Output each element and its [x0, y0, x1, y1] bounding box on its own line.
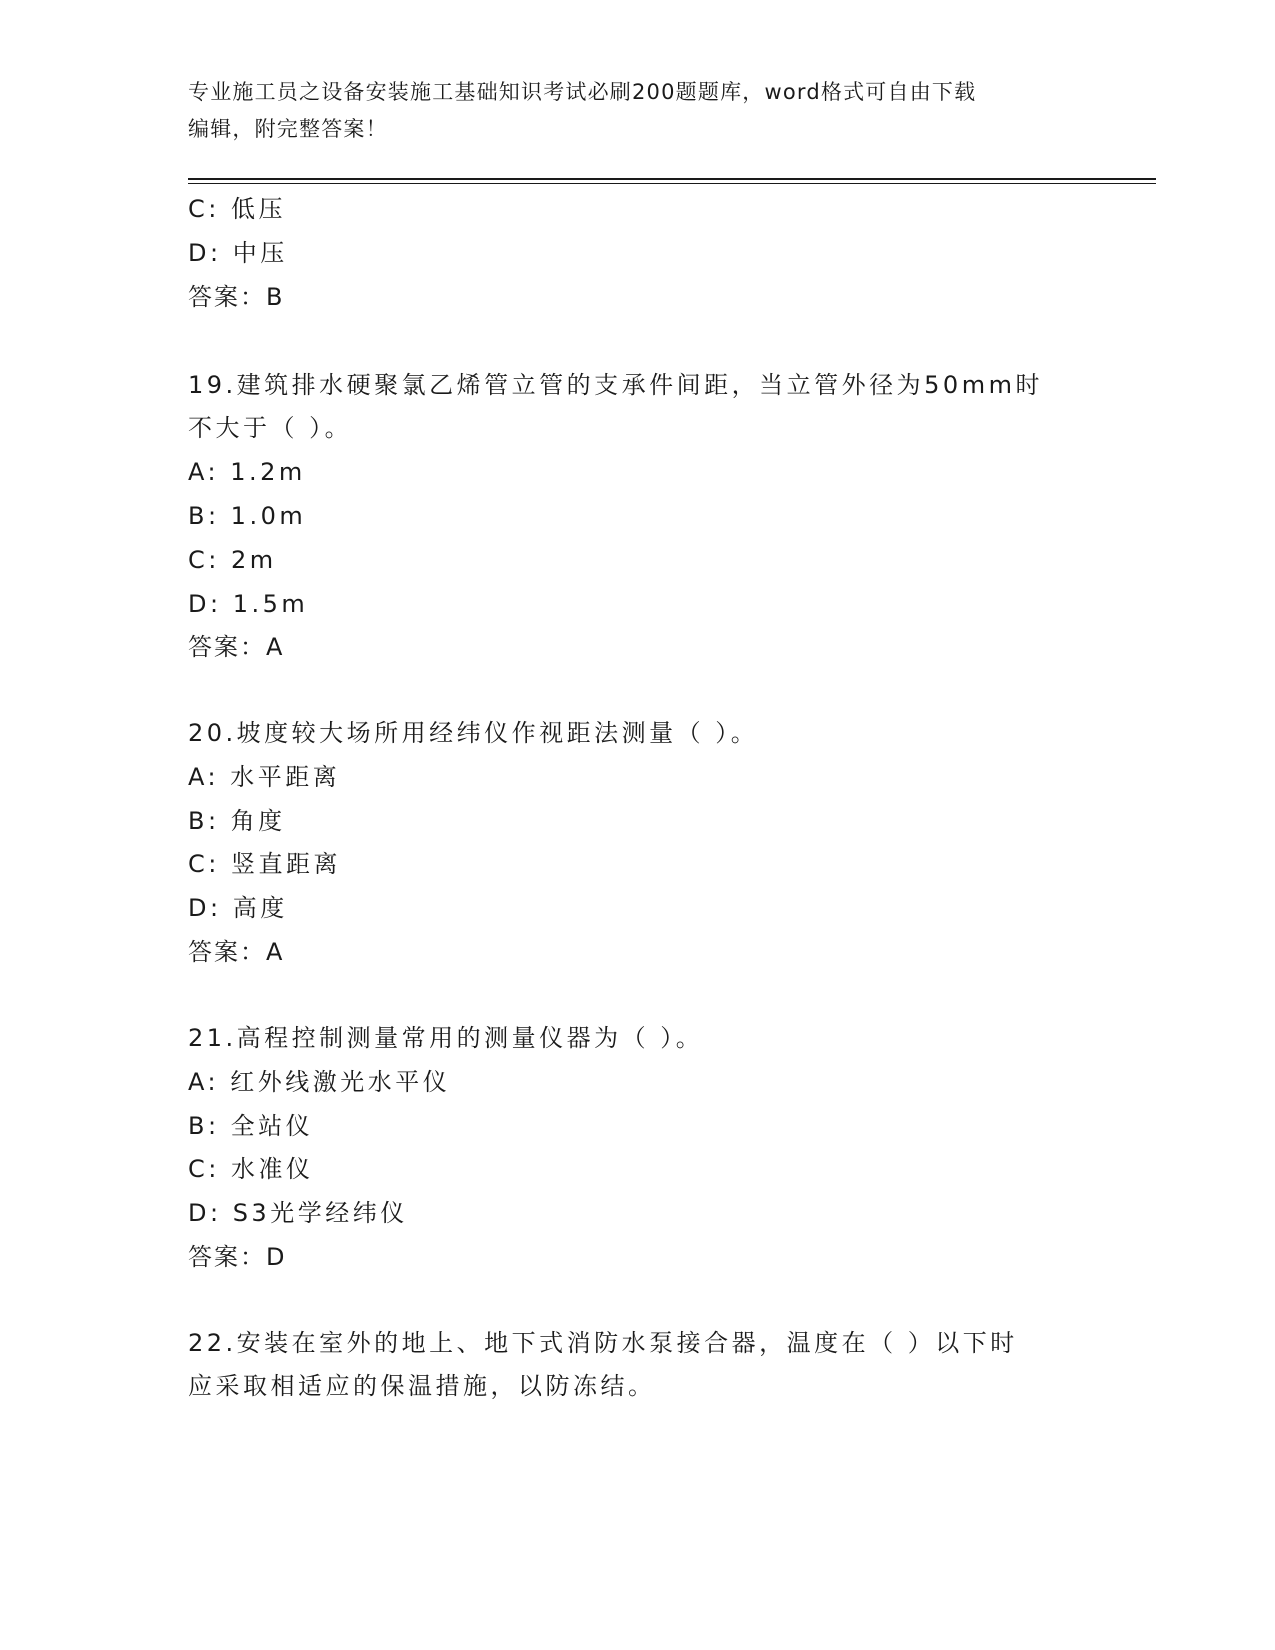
q20-answer: 答案：A [188, 938, 285, 966]
document-header [188, 74, 1088, 148]
q21-option-a: A: 红外线激光水平仪 [188, 1068, 451, 1096]
q21-answer: 答案：D [188, 1243, 287, 1271]
prev-option-d: D: 中压 [188, 239, 288, 267]
header-divider-thick [188, 178, 1156, 180]
prev-option-c: C: 低压 [188, 195, 286, 223]
q22-stem-line-1: 22.安装在室外的地上、地下式消防水泵接合器，温度在（ ）以下时 [188, 1329, 1018, 1357]
header-divider-thin [188, 183, 1156, 184]
q21-option-b: B: 全站仪 [188, 1112, 314, 1140]
prev-answer: 答案：B [188, 283, 285, 311]
q22-stem-line-2: 应采取相适应的保温措施，以防冻结。 [188, 1372, 656, 1400]
q19-option-a: A: 1.2m [188, 458, 306, 486]
q21-stem-line-1: 21.高程控制测量常用的测量仪器为（ ）。 [188, 1024, 704, 1052]
q21-option-c: C: 水准仪 [188, 1155, 314, 1183]
q19-stem-line-1: 19.建筑排水硬聚氯乙烯管立管的支承件间距，当立管外径为50mm时 [188, 371, 1043, 399]
q19-answer: 答案：A [188, 633, 285, 661]
q20-option-a: A: 水平距离 [188, 763, 341, 791]
q19-option-c: C: 2m [188, 546, 277, 574]
q20-option-b: B: 角度 [188, 807, 286, 835]
q20-stem-line-1: 20.坡度较大场所用经纬仪作视距法测量（ ）。 [188, 719, 759, 747]
q20-option-c: C: 竖直距离 [188, 850, 341, 878]
q19-option-b: B: 1.0m [188, 502, 307, 530]
q21-option-d: D: S3光学经纬仪 [188, 1199, 408, 1227]
q19-stem-line-2: 不大于（ ）。 [188, 414, 353, 442]
q20-option-d: D: 高度 [188, 894, 288, 922]
q19-option-d: D: 1.5m [188, 590, 309, 618]
header-title-line-1: 专业施工员之设备安装施工基础知识考试必刷200题题库，word格式可自由下载 [188, 80, 977, 104]
header-title-line-2: 编辑，附完整答案！ [188, 117, 388, 141]
